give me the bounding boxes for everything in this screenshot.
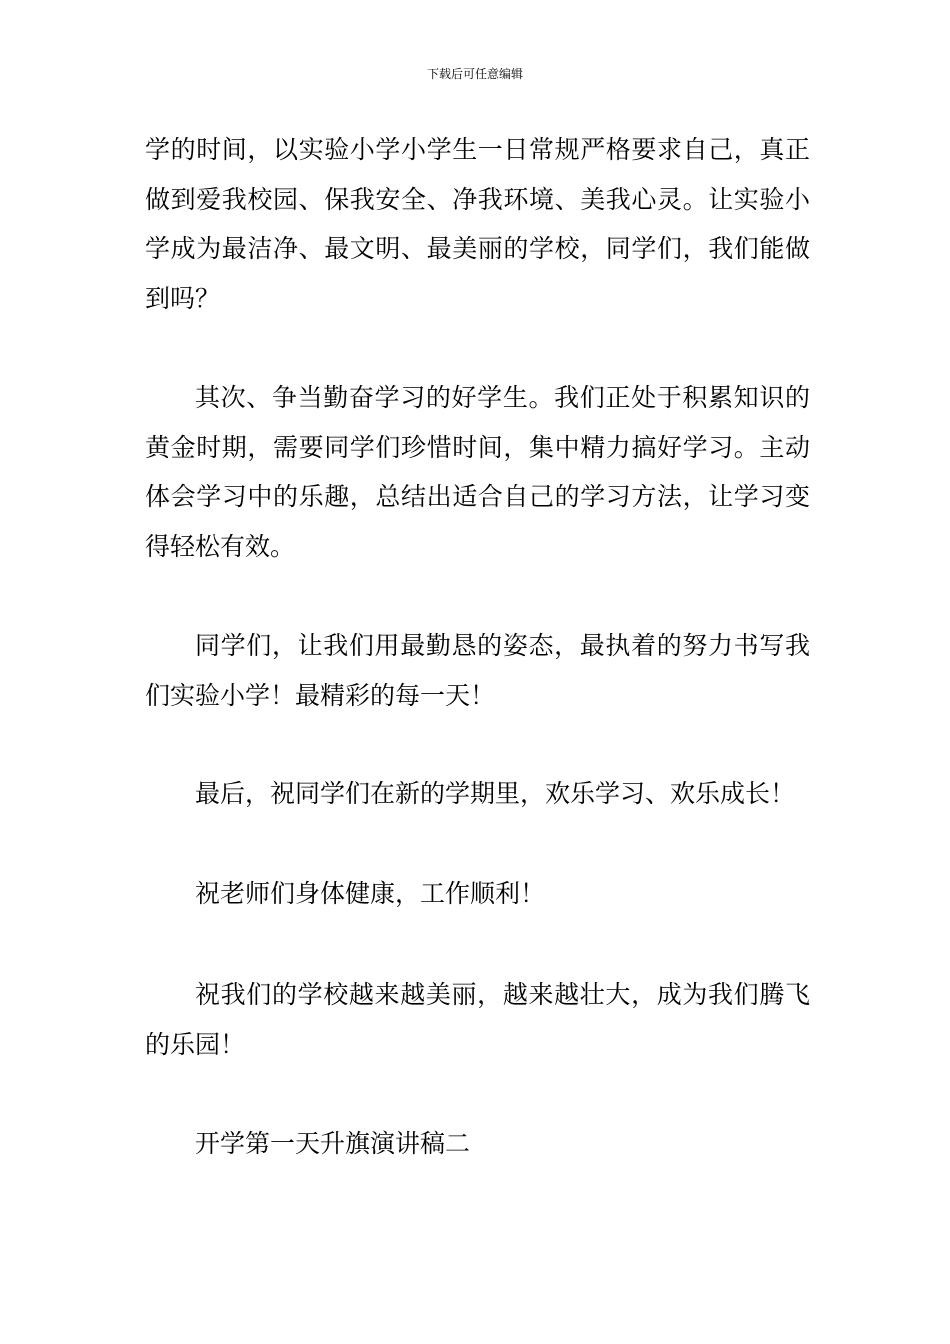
- page-header: 下载后可任意编辑: [426, 67, 523, 81]
- paragraph-4: 最后，祝同学们在新的学期里，欢乐学习、欢乐成长！: [195, 779, 796, 808]
- paragraph-1: 学的时间，以实验小学小学生一日常规严格要求自己，真正做到爱我校园、保我安全、净我环境、美我心灵。让实验小学成为最洁净、最文明、最美丽的学校，同学们，我们能做到吗？: [145, 135, 810, 313]
- section-heading: 开学第一天升旗演讲稿二: [195, 1129, 471, 1158]
- paragraph-3: 同学们，让我们用最勤恳的姿态，最执着的努力书写我们实验小学！最精彩的每一天！: [145, 631, 810, 710]
- paragraph-5: 祝老师们身体健康，工作顺利！: [195, 879, 546, 908]
- paragraph-6: 祝我们的学校越来越美丽，越来越壮大，成为我们腾飞的乐园！: [145, 980, 810, 1059]
- paragraph-2: 其次、争当勤奋学习的好学生。我们正处于积累知识的黄金时期，需要同学们珍惜时间，集中精力搞好学习。主动体会学习中的乐趣，总结出适合自己的学习方法，让学习变得轻松有效。: [145, 383, 810, 561]
